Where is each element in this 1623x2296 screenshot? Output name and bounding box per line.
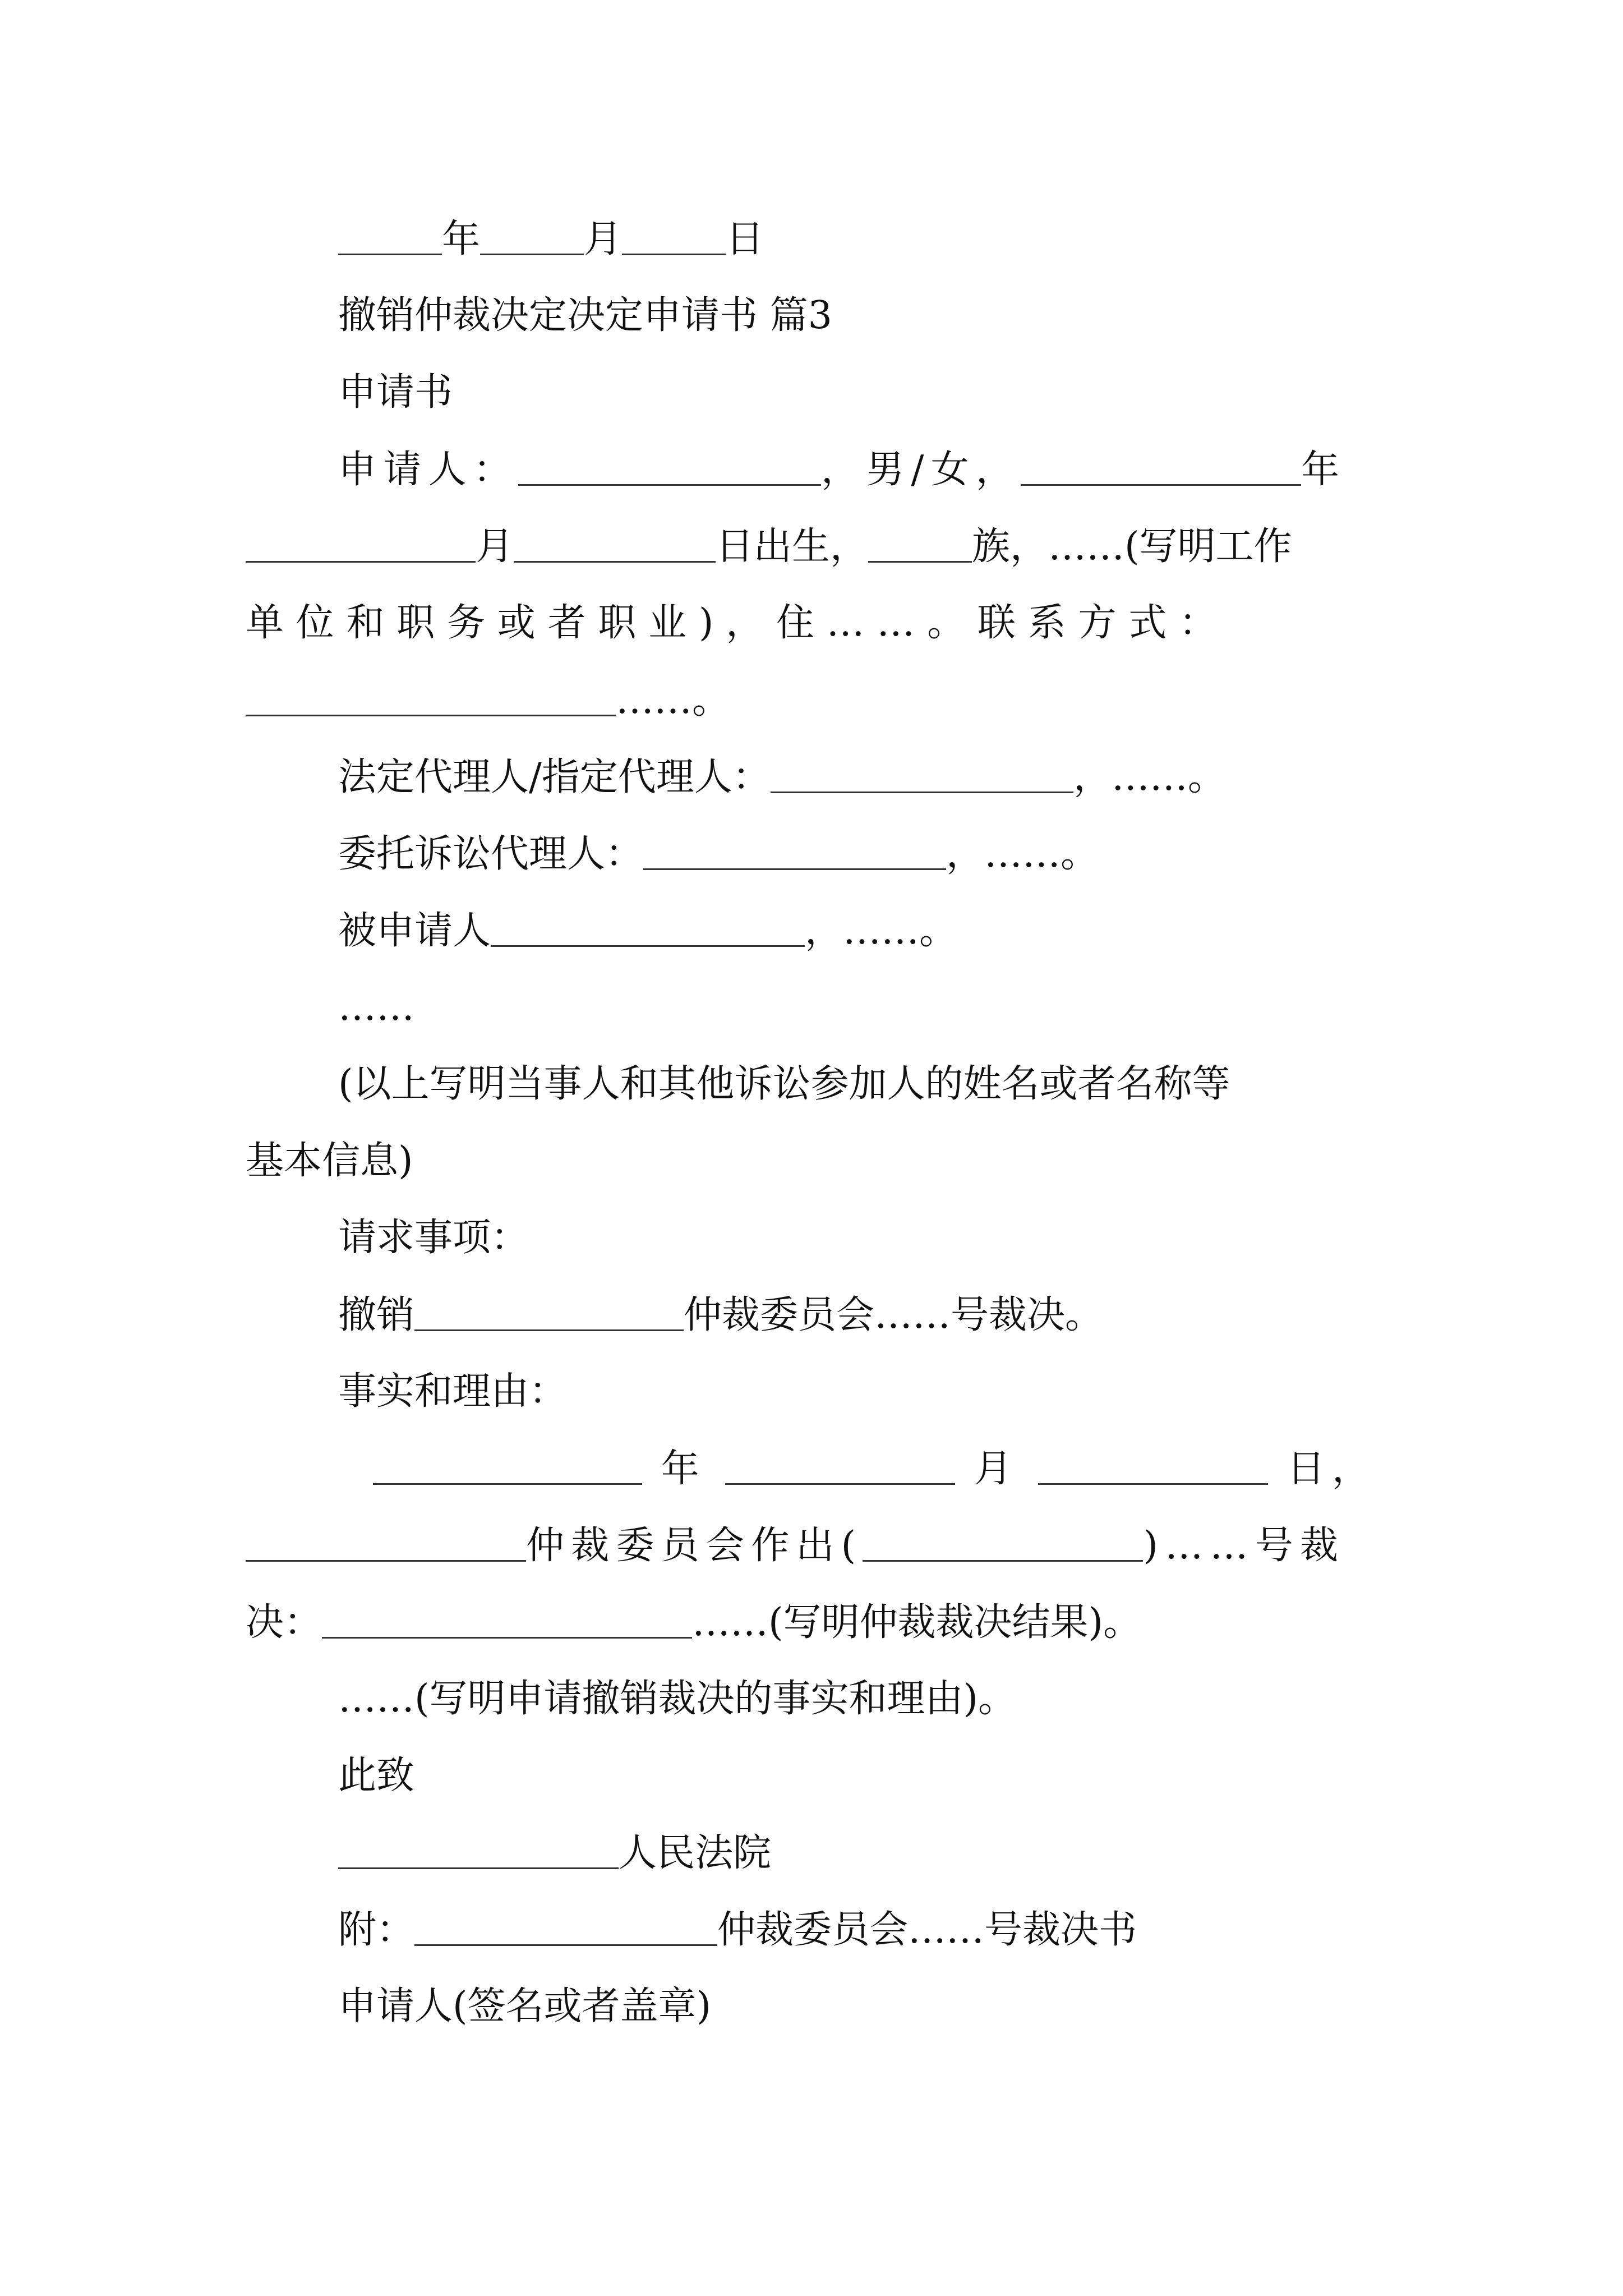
facts-result-blank[interactable] (322, 1603, 692, 1639)
claims-suffix: 仲裁委员会……号裁决。 (684, 1293, 1104, 1337)
year-blank[interactable] (338, 220, 442, 255)
applicant-contact-line (246, 678, 1378, 723)
agent-label: 委托诉讼代理人： (338, 832, 644, 876)
facts-date-line (373, 1447, 1378, 1491)
note-line-2: 基本信息) (246, 1139, 413, 1183)
claims-line (338, 1293, 1378, 1337)
applicant-label: 申请人： (338, 448, 518, 492)
facts-year-blank[interactable] (373, 1450, 642, 1485)
note-line-1: (以上写明当事人和其他诉讼参加人的姓名或者名称等 (338, 1062, 1230, 1106)
legal-rep-label: 法定代理人/指定代理人： (338, 755, 771, 799)
applicant-line (338, 448, 1378, 492)
legal-rep-blank[interactable] (771, 758, 1073, 793)
claims-prefix: 撤销 (338, 1293, 415, 1337)
facts-month-label: 月 (974, 1447, 1020, 1491)
month-blank[interactable] (480, 220, 584, 255)
facts-month-blank[interactable] (725, 1450, 955, 1485)
applicant-month-label: 月 (476, 524, 514, 569)
applicant-contact-ellipsis: ……。 (616, 678, 731, 723)
court-line (338, 1831, 1378, 1875)
facts-commission-blank[interactable] (246, 1526, 526, 1562)
respondent-blank[interactable] (491, 912, 805, 947)
attachment-line (338, 1908, 1378, 1952)
claims-heading: 请求事项： (338, 1216, 529, 1260)
date-line (338, 217, 1378, 261)
court-label: 人民法院 (619, 1831, 772, 1875)
facts-number-blank[interactable] (863, 1526, 1143, 1562)
reasons-line: ……(写明申请撤销裁决的事实和理由)。 (338, 1677, 1017, 1721)
section-heading: 撤销仲裁决定决定申请书 篇3 (338, 293, 832, 338)
year-label: 年 (442, 217, 481, 261)
respondent-line (338, 909, 1378, 953)
attachment-blank[interactable] (414, 1911, 717, 1946)
facts-decision-label: 决： (246, 1600, 322, 1645)
claims-commission-blank[interactable] (414, 1296, 684, 1331)
facts-heading: 事实和理由： (338, 1369, 568, 1414)
applicant-unit-line: 单位和职务或者职业)，住……。联系方式： (246, 601, 1229, 645)
applicant-name-blank[interactable] (518, 450, 821, 486)
day-label: 日 (726, 217, 764, 261)
applicant-year-label: 年 (1301, 448, 1347, 492)
applicant-ethnic-label: 族，……(写明工作 (972, 524, 1292, 569)
agent-blank[interactable] (643, 835, 946, 870)
facts-commission-line (246, 1524, 1378, 1568)
month-label: 月 (584, 217, 623, 261)
day-blank[interactable] (622, 220, 726, 255)
applicant-gender: ，男/女， (820, 448, 1021, 492)
facts-result-line (246, 1600, 1378, 1645)
attachment-suffix: 仲裁委员会……号裁决书 (717, 1908, 1137, 1952)
applicant-birth-year-blank[interactable] (1021, 450, 1301, 486)
applicant-birth-day-blank[interactable] (514, 527, 716, 563)
legal-rep-line (338, 755, 1378, 799)
respondent-label: 被申请人 (338, 909, 491, 953)
legal-rep-tail: ，……。 (1073, 755, 1226, 799)
applicant-contact-blank[interactable] (246, 681, 616, 716)
closing-line: 此致 (338, 1754, 415, 1798)
agent-line (338, 832, 1378, 876)
facts-result-text: ……(写明仲裁裁决结果)。 (692, 1600, 1142, 1645)
signature-line: 申请人(签名或者盖章) (338, 1984, 712, 2028)
facts-day-label: 日， (1287, 1447, 1377, 1491)
attachment-label: 附： (338, 1908, 415, 1952)
applicant-born-label: 日出生， (716, 524, 869, 569)
facts-number-label: )……号裁 (1143, 1524, 1345, 1568)
court-blank[interactable] (338, 1834, 619, 1869)
facts-made-by: 仲裁委员会作出( (526, 1524, 863, 1568)
facts-day-blank[interactable] (1038, 1450, 1268, 1485)
applicant-ethnic-blank[interactable] (868, 527, 972, 563)
applicant-birth-month-blank[interactable] (246, 527, 476, 563)
doc-title: 申请书 (338, 370, 453, 415)
respondent-tail: ，……。 (805, 909, 958, 953)
applicant-birth-line (246, 524, 1378, 569)
ellipsis-line: …… (338, 985, 414, 1029)
agent-tail: ，……。 (946, 832, 1099, 876)
facts-year-label: 年 (661, 1447, 707, 1491)
